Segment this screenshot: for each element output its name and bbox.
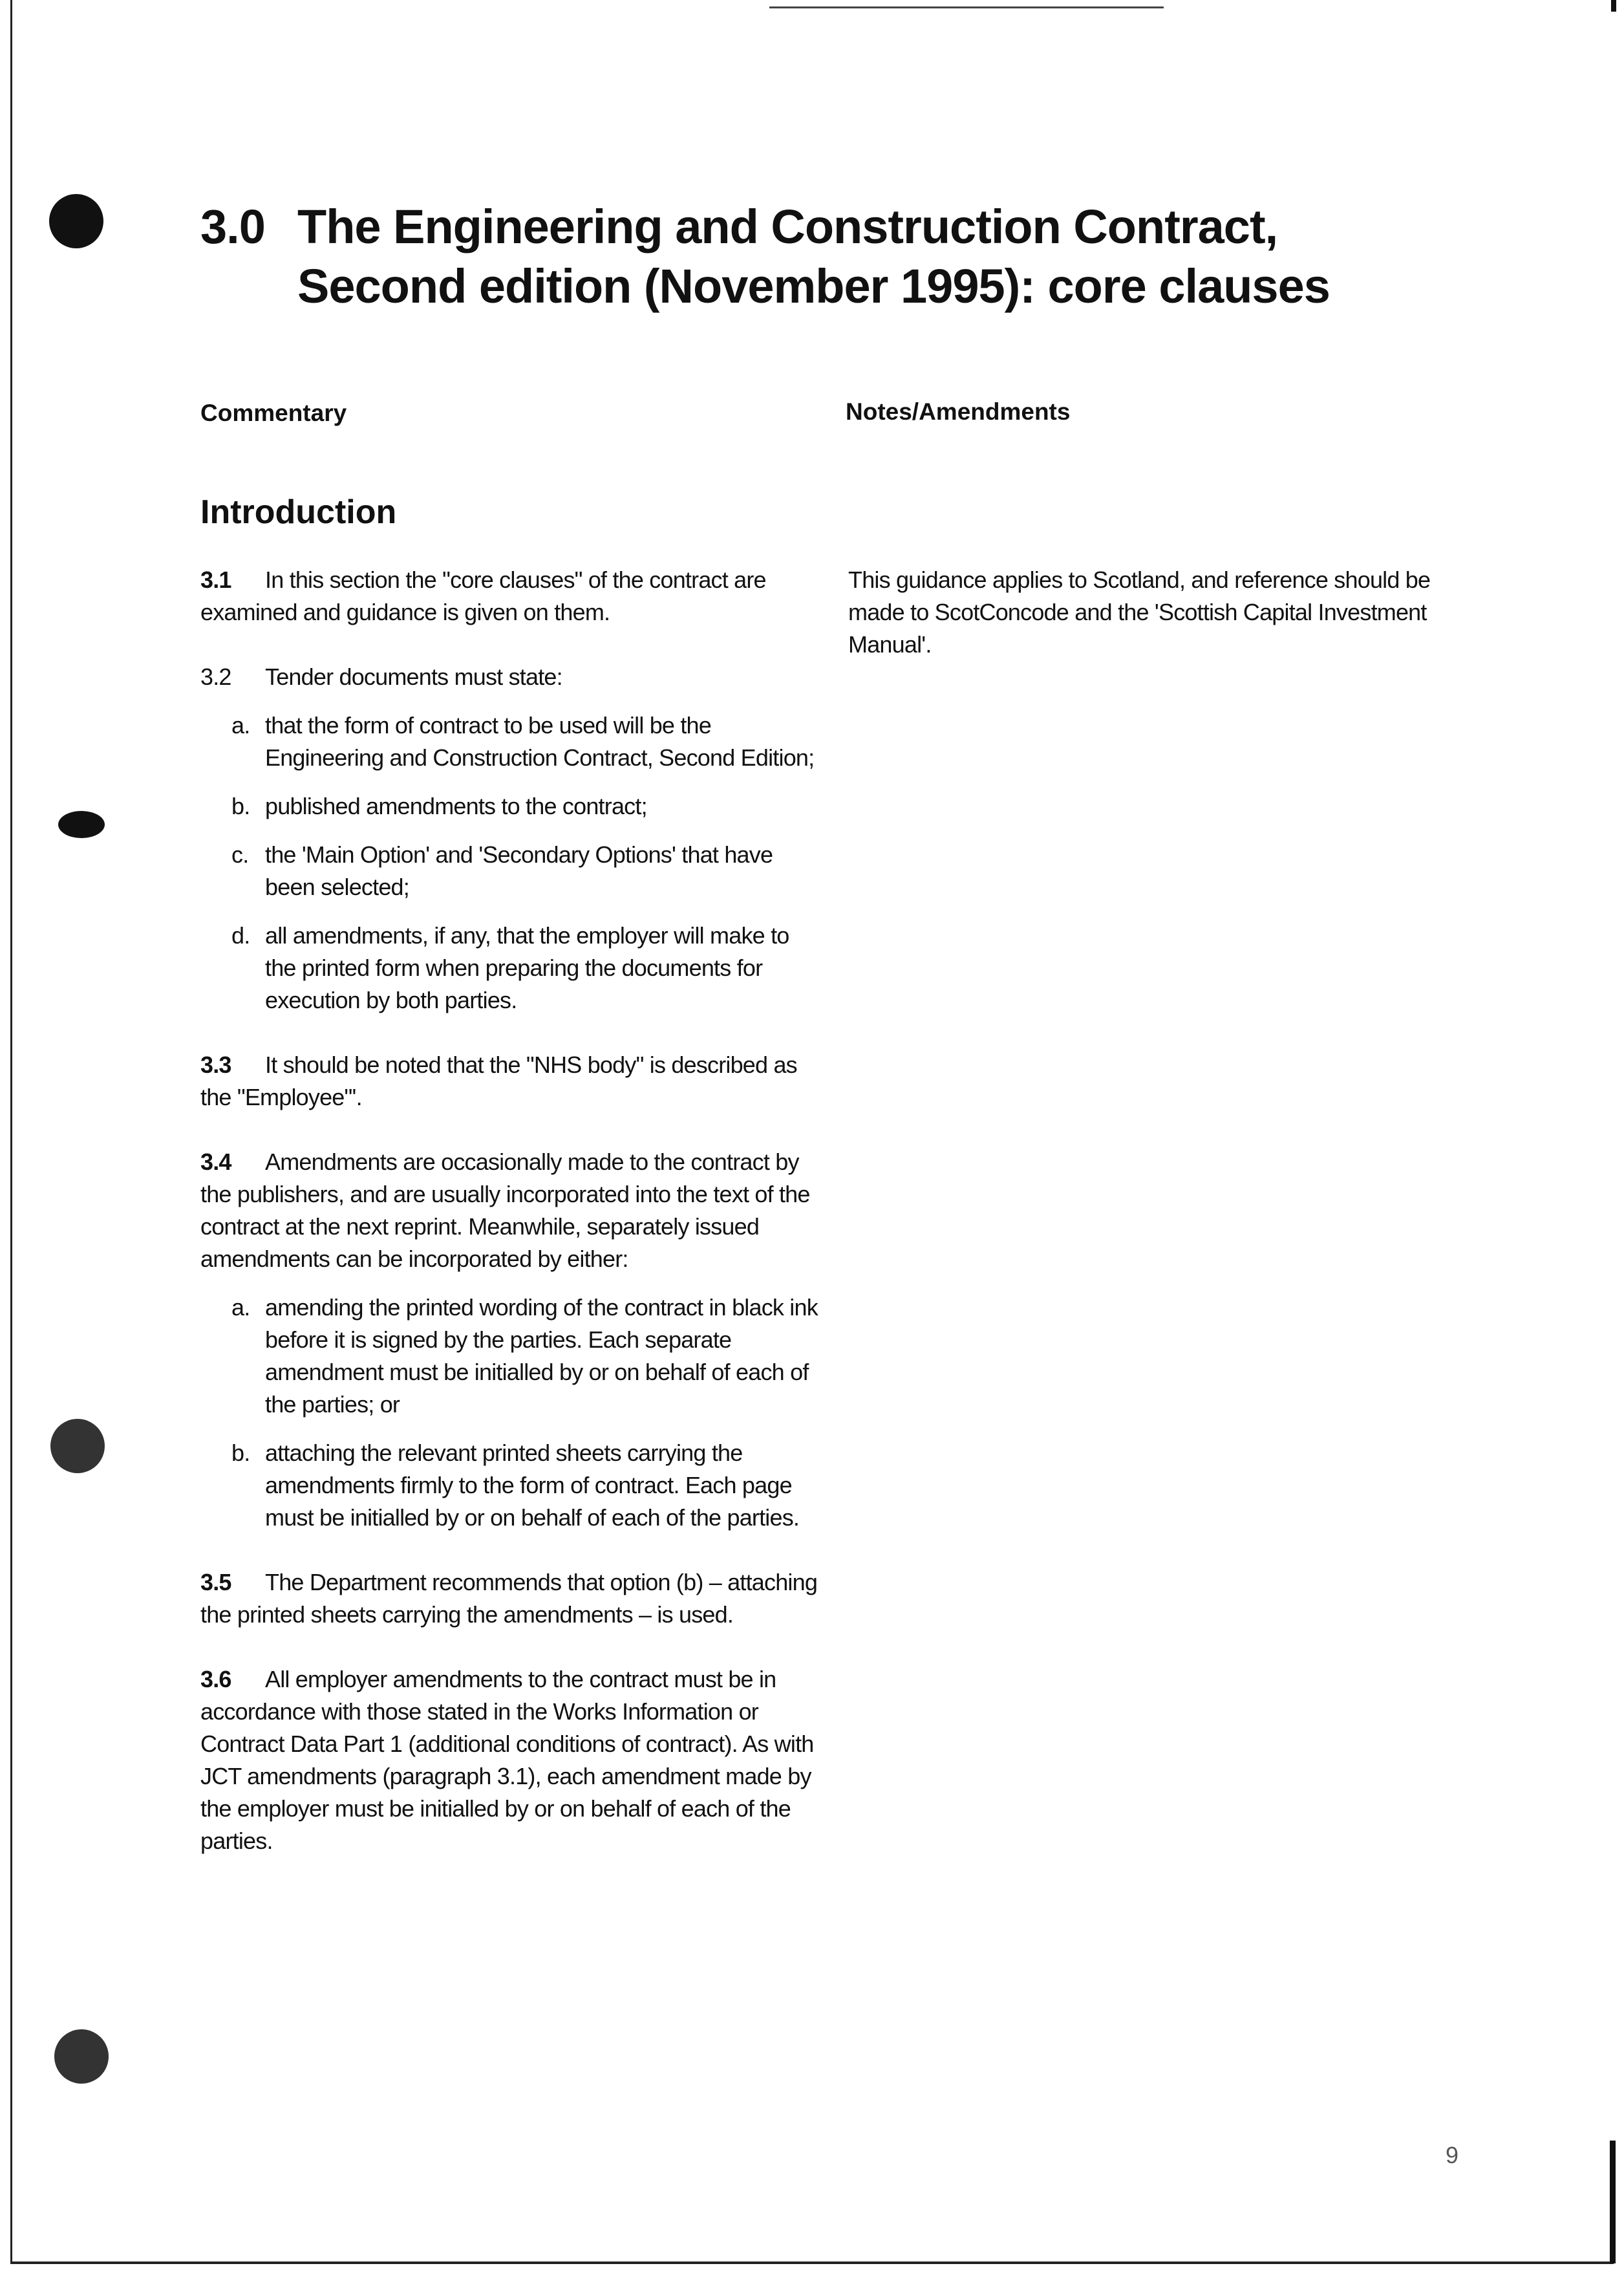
page-top-right-mark [1611,0,1616,12]
list-text: all amendments, if any, that the employer will make to the printed form when preparing the documents for execution by both parties. [265,922,789,1013]
punch-hole [49,194,103,248]
amendment-methods-list [200,1291,821,1534]
paragraph-number: 3.5 [200,1569,231,1595]
list-text: published amendments to the contract; [265,793,647,819]
page-title-line2: Second edition (November 1995): core clauses [297,259,1330,313]
paragraph-3-1 [200,564,821,629]
list-text: attaching the relevant printed sheets carrying the amendments firmly to the form of contract. Each page must be initialled by or on behalf of each of the parties. [265,1440,800,1531]
paragraph-number: 3.3 [200,1052,231,1078]
page-bottom-edge [10,2261,1614,2264]
list-item [200,1291,821,1421]
list-text: that the form of contract to be used will be the Engineering and Construction Contract, Second Edition; [265,712,815,771]
page-top-edge [769,6,1164,8]
list-letter: a. [231,712,250,739]
notes-heading: Notes/Amendments [846,398,1071,425]
paragraph-3-3 [200,1049,821,1114]
page-right-edge-mark [1610,2141,1616,2263]
section-number: 3.0 [200,200,265,254]
page-left-edge [10,0,12,2263]
paragraph-3-2 [200,661,821,693]
paragraph-number: 3.4 [200,1149,231,1175]
paragraph-text: The Department recommends that option (b) – attaching the printed sheets carrying the amendments – is used. [200,1569,818,1628]
list-item [200,920,821,1017]
scotland-note: This guidance applies to Scotland, and reference should be made to ScotConcode and the 'Scottish Capital Investment Manual'. [848,567,1431,658]
commentary-column [200,564,821,1890]
list-item [200,709,821,774]
page-title-line1: The Engineering and Construction Contract, [297,200,1278,254]
tender-requirements-list [200,709,821,1017]
list-item [200,1437,821,1534]
introduction-heading: Introduction [200,493,397,531]
list-item [200,790,821,823]
paragraph-number: 3.2 [200,664,231,690]
punch-hole [50,1419,105,1473]
paragraph-text: Tender documents must state: [265,664,562,690]
notes-column [848,564,1443,693]
punch-hole [54,2029,109,2084]
list-letter: b. [231,793,250,819]
page-number: 9 [1446,2142,1459,2168]
paragraph-text: All employer amendments to the contract must be in accordance with those stated in the Works Information or Contract Data Part 1 (additional conditions of contract). As with JCT amendments (paragraph 3.1), each amendment made by the employer must be initialled by or on behalf of each of the parties. [200,1666,814,1854]
list-text: the 'Main Option' and 'Secondary Options' that have been selected; [265,841,773,900]
paragraph-text: Amendments are occasionally made to the contract by the publishers, and are usually incorporated into the text of the contract at the next reprint. Meanwhile, separately issued amendments can be incorporated by either: [200,1149,810,1272]
paragraph-3-6 [200,1663,821,1857]
paragraph-text: In this section the "core clauses" of the contract are examined and guidance is given on them. [200,567,766,625]
list-letter: c. [231,841,249,868]
list-letter: a. [231,1294,250,1321]
list-letter: d. [231,922,250,949]
commentary-heading: Commentary [200,400,347,426]
paragraph-text: It should be noted that the "NHS body" is described as the "Employee"'. [200,1052,797,1110]
list-letter: b. [231,1440,250,1466]
paragraph-number: 3.6 [200,1666,231,1692]
list-item [200,839,821,903]
paragraph-3-4 [200,1146,821,1275]
paragraph-number: 3.1 [200,567,231,593]
list-text: amending the printed wording of the contract in black ink before it is signed by the parties. Each separate amendment must be initialled by or on behalf of each of the parties; or [265,1294,818,1418]
punch-hole [58,811,105,838]
paragraph-3-5 [200,1566,821,1631]
